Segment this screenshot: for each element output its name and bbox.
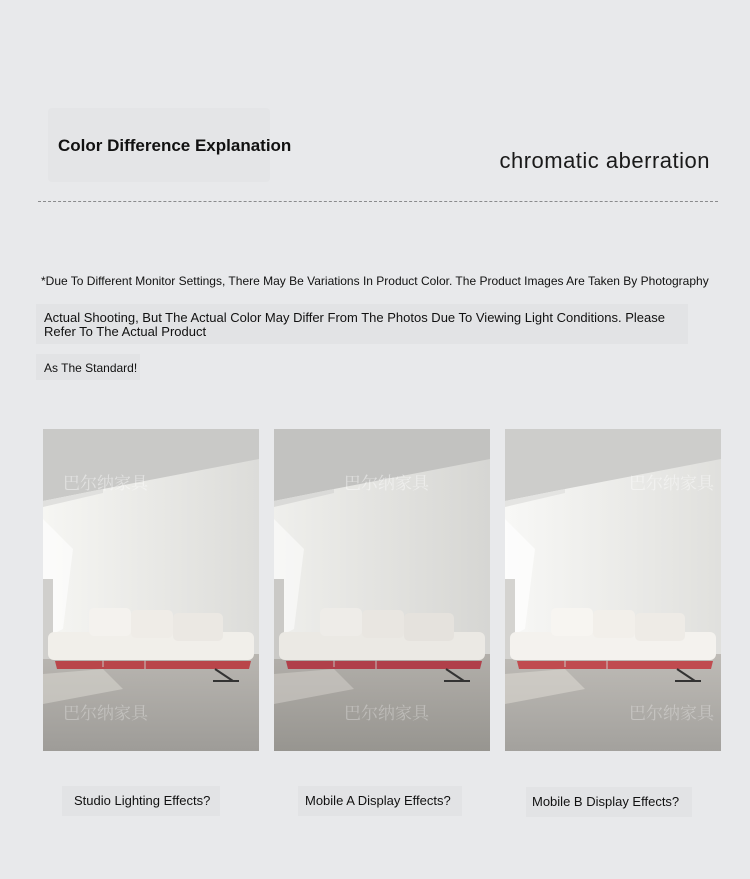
photo-watermark: 巴尔纳家具 — [344, 474, 429, 494]
photo-watermark-lower: 巴尔纳家具 — [63, 704, 148, 724]
page-title: Color Difference Explanation — [58, 136, 292, 155]
studio-lighting-caption: Studio Lighting Effects? — [74, 793, 211, 808]
mobile-b-photo — [505, 429, 721, 751]
notice-line-2: Actual Shooting, But The Actual Color May Differ From The Photos Due To Viewing Light Conditions. Please Refer To The Actual Product — [44, 310, 665, 339]
photo-watermark: 巴尔纳家具 — [629, 474, 714, 494]
dashed-divider — [38, 201, 718, 202]
mobile-a-caption: Mobile A Display Effects? — [305, 793, 451, 808]
mobile-a-photo — [274, 429, 490, 751]
photo-watermark-lower: 巴尔纳家具 — [344, 704, 429, 724]
photo-watermark: 巴尔纳家具 — [63, 474, 148, 494]
notice-line-3: As The Standard! — [44, 361, 138, 375]
page-subtitle: chromatic aberration — [499, 148, 710, 173]
studio-lighting-photo — [43, 429, 259, 751]
photo-watermark-lower: 巴尔纳家具 — [629, 704, 714, 724]
notice-line-1: *Due To Different Monitor Settings, There May Be Variations In Product Color. The Product Images Are Taken By Photography — [41, 274, 709, 288]
mobile-b-caption: Mobile B Display Effects? — [532, 794, 680, 809]
